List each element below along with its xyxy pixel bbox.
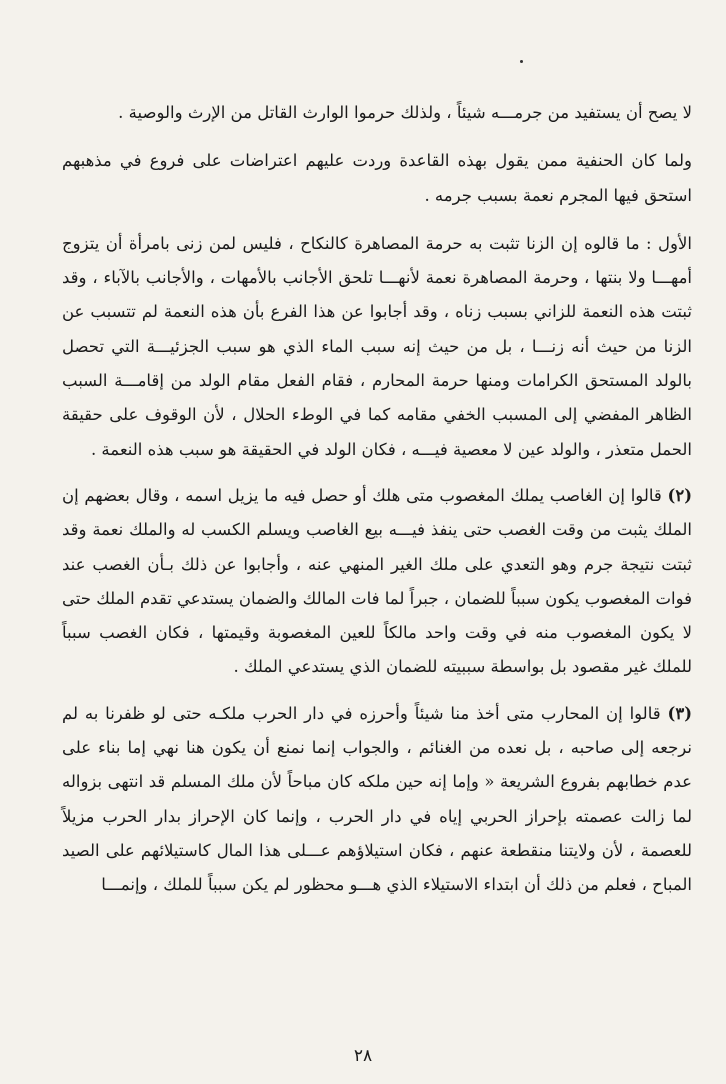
paragraph-2: ولما كان الحنفية ممن يقول بهذه القاعدة وردت عليهم اعتراضات على فروع في مذهبهم استحق فيها المجرم نعمة بسبب جرمه . <box>62 151 692 205</box>
paragraph-3: الأول : ما قالوه إن الزنا تثبت به حرمة المصاهرة كالنكاح ، فليس لمن زنى بامرأة أن يتزوج أمهـــا ولا بنتها ، وحرمة المصاهرة نعمة لأنهـــا تلحق الأجانب بالأمهات ، والأجانب بالآباء ، وقد ثبتت هذه النعمة للزاني بسبب زناه ، وقد أجابوا عن هذا الفرع بأن هذه النعمة لم تتسبب عن الزنا من حيث أنه زنـــا ، بل من حيث إنه سبب الماء الذي هو سبب الجزئيـــة التي تحصل بالولد المستحق الكرامات ومنها حرمة المحارم ، فقام الفعل مقام الولد من إقامـــة السبب الظاهر المفضي إلى المسبب الخفي مقامه كما في الوطء الحلال ، لأن الوقوف على حقيقة الحمل متعذر ، والولد عين لا معصية فيـــه ، فكان الولد في الحقيقة هو سبب هذه النعمة . <box>62 233 692 459</box>
paragraph-1: لا يصح أن يستفيد من جرمـــه شيئاً ، ولذلك حرموا الوارث القاتل من الإرث والوصية . <box>118 103 692 122</box>
paragraph-5-text: قالوا إن المحارب متى أخذ منا شيئاً وأحرزه في دار الحرب ملكـه حتى لو ظفرنا به لم نرجعه إلى صاحبه ، بل نعده من الغنائم ، والجواب إنما نمنع أن يكون هنا نهي إما بناء على عدم خطابهم بفروع الشريعة « وإما إنه حين ملكه كان مباحاً لأن ملك المسلم قد انتهى بزواله لما زالت عصمته بإحراز الحربي إياه في دار الحرب ، وإنما كان الإحراز بدار الحرب مزيلاً للعصمة ، لأن ولايتنا منقطعة عنهم ، فكان استيلاؤهم عـــلى هذا المال كاستيلائهم على الصيد المباح ، فعلم من ذلك أن ابتداء الاستيلاء الذي هـــو محظور لم يكن سبباً للملك ، وإنمـــا <box>62 703 692 895</box>
paragraph-5 <box>62 697 692 903</box>
item-number-2: (٢) <box>667 485 693 505</box>
ink-speck <box>520 60 523 63</box>
paragraph-4 <box>62 479 692 685</box>
item-number-3: (٣) <box>667 703 692 723</box>
paragraph-4-text: قالوا إن الغاصب يملك المغصوب متى هلك أو حصل فيه ما يزيل اسمه ، وقال بعضهم إن الملك يثبت من وقت الغصب حتى ينفذ فيـــه بيع الغاصب ويسلم الكسب له والملك نعمة وقد ثبتت نتيجة جرم وهو التعدي على ملك الغير المنهي عنه ، وأجابوا عن ذلك بـأن الغصب عند فوات المغصوب يكون سبباً للضمان ، جبراً لما فات المالك والضمان يستدعي تقدم الملك حتى لا يكون المغصوب منه في وقت واحد مالكاً للعين المغصوبة وقيمتها ، فكان الغصب سبباً للملك غير مقصود بل بواسطة سببيته للضمان الذي يستدعي الملك . <box>62 485 692 677</box>
page-number: ٢٨ <box>353 1046 373 1066</box>
page-body <box>62 96 692 903</box>
